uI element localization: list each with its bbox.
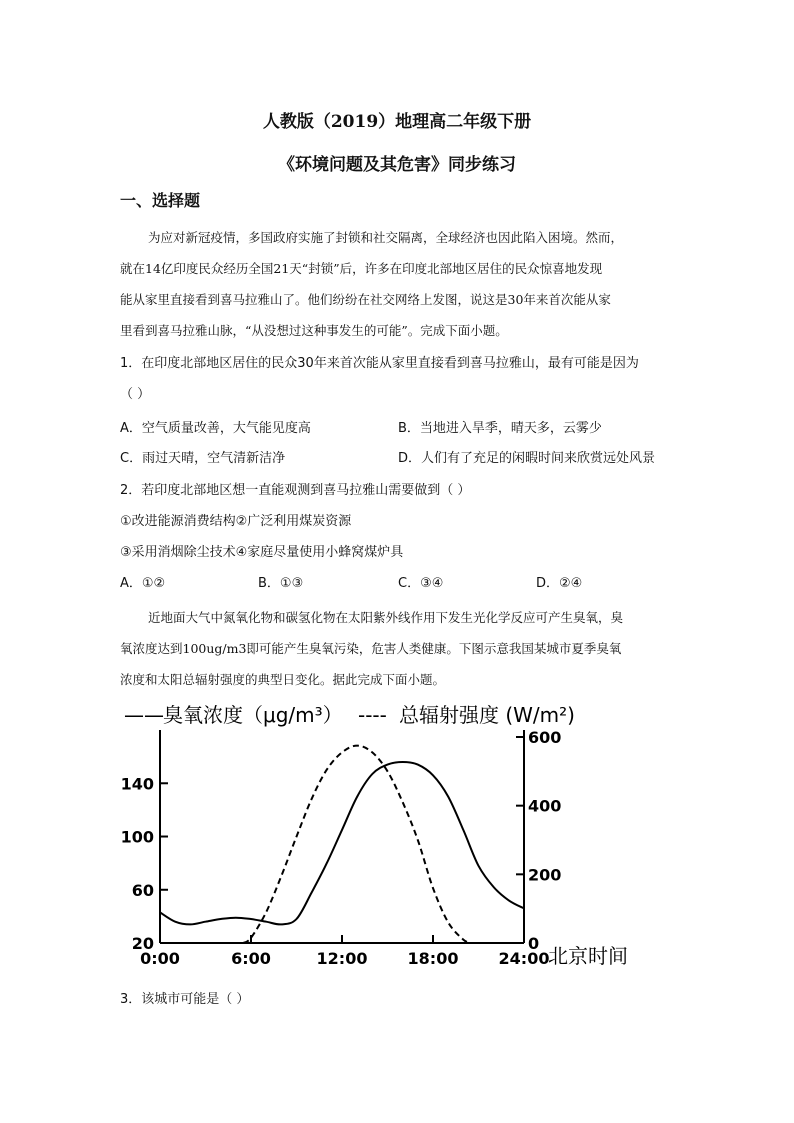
q1-option-c: C．雨过天晴，空气清新洁净 [120, 451, 286, 466]
left-tick-label: 60 [131, 880, 154, 900]
right-tick-label: 600 [528, 728, 562, 747]
q2-option-a: A．①② [120, 576, 166, 591]
q1-option-a: A．空气质量改善，大气能见度高 [120, 421, 311, 436]
left-tick-label: 100 [120, 827, 154, 847]
left-tick-label: 140 [120, 774, 154, 794]
passage-2-line: 浓度和太阳总辐射强度的典型日变化。据此完成下面小题。 [120, 672, 446, 687]
passage-1-line: 能从家里直接看到喜马拉雅山了。他们纷纷在社交网络上发图，说这是30年来首次能从家 [120, 292, 611, 307]
x-tick-label: 12:00 [316, 949, 368, 968]
question-1-stem: 1．在印度北部地区居住的民众30年来首次能从家里直接看到喜马拉雅山，最有可能是因为 [120, 356, 639, 371]
left-tick-label: 20 [131, 934, 154, 953]
x-axis-ticks [140, 935, 549, 968]
right-tick-label: 200 [528, 865, 562, 885]
passage-2-line: 近地面大气中氮氧化物和碳氢化物在太阳紫外线作用下发生光化学反应可产生臭氧，臭 [148, 610, 624, 625]
question-2-items-2: ③采用消烟除尘技术④家庭尽量使用小蜂窝煤炉具 [120, 545, 404, 560]
legend-ozone-label: 臭氧浓度（μg/m³） [163, 703, 343, 727]
question-3-stem: 3．该城市可能是（ ） [120, 992, 250, 1007]
legend-solid-mark: —— [124, 703, 164, 727]
document-title: 人教版（2019）地理高二年级下册 [262, 112, 532, 132]
x-tick-label: 6:00 [231, 949, 271, 968]
right-axis-ticks [516, 728, 561, 953]
q2-option-c: C．③④ [398, 576, 444, 591]
right-tick-label: 400 [528, 796, 562, 816]
question-1-bracket: （ ） [120, 387, 151, 402]
right-tick-label: 0 [528, 934, 540, 953]
document-subtitle: 《环境问题及其危害》同步练习 [278, 155, 516, 175]
passage-1-line: 里看到喜马拉雅山脉，“从没想过这种事发生的可能”。完成下面小题。 [120, 323, 508, 338]
legend-radiation-label: 总辐射强度 (W/m²) [399, 703, 575, 727]
ozone-series-line [160, 762, 524, 924]
question-2-stem: 2．若印度北部地区想一直能观测到喜马拉雅山需要做到（ ） [120, 483, 471, 498]
passage-1 [120, 222, 680, 346]
passage-2 [120, 602, 680, 695]
q2-option-b: B．①③ [258, 576, 304, 591]
x-tick-label: 18:00 [407, 949, 459, 968]
passage-1-line: 为应对新冠疫情，多国政府实施了封锁和社交隔离，全球经济也因此陷入困境。然而， [148, 230, 624, 245]
q1-option-d: D．人们有了充足的闲暇时间来欣赏远处风景 [398, 451, 656, 466]
x-axis-title: 北京时间 [548, 944, 628, 968]
q2-option-d: D．②④ [536, 576, 583, 591]
passage-2-line: 氧浓度达到100ug/m3即可能产生臭氧污染，危害人类健康。下图示意我国某城市夏季臭氧 [120, 641, 622, 656]
passage-1-line: 就在14亿印度民众经历全国21天“封锁”后，许多在印度北部地区居住的民众惊喜地发现 [120, 261, 603, 276]
section-heading: 一、选择题 [120, 191, 201, 210]
question-2-items-1: ①改进能源消费结构②广泛利用煤炭资源 [120, 514, 352, 529]
x-tick-label: 24:00 [498, 949, 550, 968]
ozone-radiation-chart [0, 690, 794, 980]
x-tick-label: 0:00 [140, 949, 180, 968]
legend-dashed-mark: ---- [358, 703, 387, 727]
q1-option-b: B．当地进入旱季，晴天多，云雾少 [398, 421, 602, 436]
radiation-series-line [243, 746, 471, 943]
